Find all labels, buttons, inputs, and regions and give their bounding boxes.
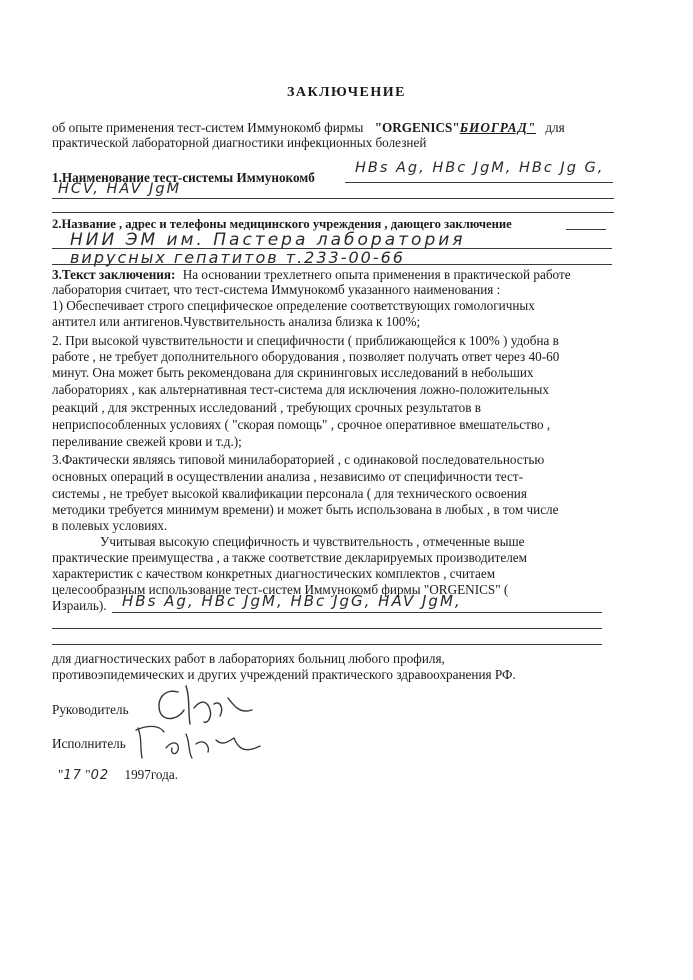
handwritten-p4: HBs Ag, HBc JgM, HBc JgG, HAV JgM, bbox=[122, 592, 462, 610]
p4-line-1: Учитывая высокую специфичность и чувствительность , отмеченные выше bbox=[100, 534, 525, 549]
rule-s1-2 bbox=[52, 198, 614, 199]
section-2-label: 2.Название , адрес и телефоны медицинского учреждения , дающего заключение bbox=[52, 217, 512, 231]
section-1-label: 1.Наименование тест-системы Иммунокомб bbox=[52, 170, 315, 185]
rule-p4-3 bbox=[52, 644, 602, 645]
handwritten-s2-line-2: вирусных гепатитов т.233-00-66 bbox=[70, 248, 405, 267]
p2-line-7: переливание свежей крови и т.д.); bbox=[52, 434, 242, 449]
p2-line-3: минут. Она может быть рекомендована для скрининговых исследований в небольших bbox=[52, 365, 534, 380]
p2-line-5: реакций , для экстренных исследований , требующих срочных результатов в bbox=[52, 400, 481, 415]
p2-line-1: 2. При высокой чувствительности и специфичности ( приближающейся к 100% ) удобна в bbox=[52, 333, 559, 348]
p3-line-3: системы , не требует высокой квалификации персонала ( для технического освоения bbox=[52, 486, 527, 501]
handwritten-firm: БИОГРАД" bbox=[459, 120, 537, 135]
p1-line-2: антител или антигенов.Чувствительность анализа близка к 100%; bbox=[52, 314, 421, 329]
rule-s1-1 bbox=[345, 182, 613, 183]
rule-s2-2 bbox=[52, 264, 612, 265]
p4-line-3: характеристик с качеством конкретных диагностических комплектов , считаем bbox=[52, 566, 496, 581]
p4-line-2: практические преимущества , а также соответствие декларируемых производителем bbox=[52, 550, 527, 565]
head-label: Руководитель bbox=[52, 702, 129, 717]
p3-line-5: в полевых условиях. bbox=[52, 518, 168, 533]
rule-p4-2 bbox=[52, 628, 602, 629]
intro-line-1: об опыте применения тест-систем Иммунокомб фирмы "ORGENICS"БИОГРАД" для bbox=[52, 120, 565, 135]
handwritten-s1-line-2: HCV, HAV JgM bbox=[58, 181, 182, 197]
p2-line-6: неприспособленных условиях ( "скорая помощь" , срочное оперативное вмешательство , bbox=[52, 417, 551, 432]
section-3-line-1: 3.Текст заключения: На основании трехлетнего опыта применения в практической работе bbox=[52, 267, 571, 282]
p3-line-1: 3.Фактически являясь типовой минилабораторией , с одинаковой последовательностью bbox=[52, 452, 545, 467]
closing-line-2: противоэпидемических и других учреждений практического здравоохранения РФ. bbox=[52, 667, 516, 682]
intro-line-2: практической лабораторной диагностики инфекционных болезней bbox=[52, 135, 427, 150]
exec-signature bbox=[130, 718, 270, 766]
p3-line-4: методики требуется минимум времени) и может быть использована в любых , в том числе bbox=[52, 502, 559, 517]
rule-s1-3 bbox=[52, 212, 614, 213]
date-month: 02 bbox=[90, 768, 110, 783]
p2-line-4: лабораториях , как альтернативная тест-система для исключения ложно-положительных bbox=[52, 382, 549, 397]
date-line: "17 "02 1997года. bbox=[58, 767, 178, 783]
p4-line-5: Израиль). bbox=[52, 598, 107, 613]
p3-line-2: основных операций в осуществлении анализа , независимо от специфичности тест- bbox=[52, 469, 524, 484]
rule-s2-0 bbox=[566, 229, 606, 230]
closing-line-1: для диагностических работ в лабораториях больниц любого профиля, bbox=[52, 651, 445, 666]
p2-line-2: работе , не требует дополнительного оборудования , позволяет получать ответ через 40-60 bbox=[52, 349, 560, 364]
handwritten-s1-line-1: HBs Ag, HBc JgM, HBc Jg G, bbox=[355, 160, 605, 176]
exec-label: Исполнитель bbox=[52, 736, 126, 751]
document-title: ЗАКЛЮЧЕНИЕ bbox=[286, 85, 407, 100]
rule-p4-1 bbox=[112, 612, 602, 613]
p4-line-4: целесообразным использование тест-систем Иммунокомб фирмы "ORGENICS" ( bbox=[52, 582, 509, 597]
section-3-line-2: лаборатория считает, что тест-система Иммунокомб указанного наименования : bbox=[52, 282, 501, 297]
p1-line-1: 1) Обеспечивает строго специфическое определение соответствующих гомологичных bbox=[52, 298, 535, 313]
date-day: 17 bbox=[63, 768, 82, 783]
handwritten-s2-line-1: НИИ ЭМ им. Пастера лаборатория bbox=[70, 230, 466, 250]
